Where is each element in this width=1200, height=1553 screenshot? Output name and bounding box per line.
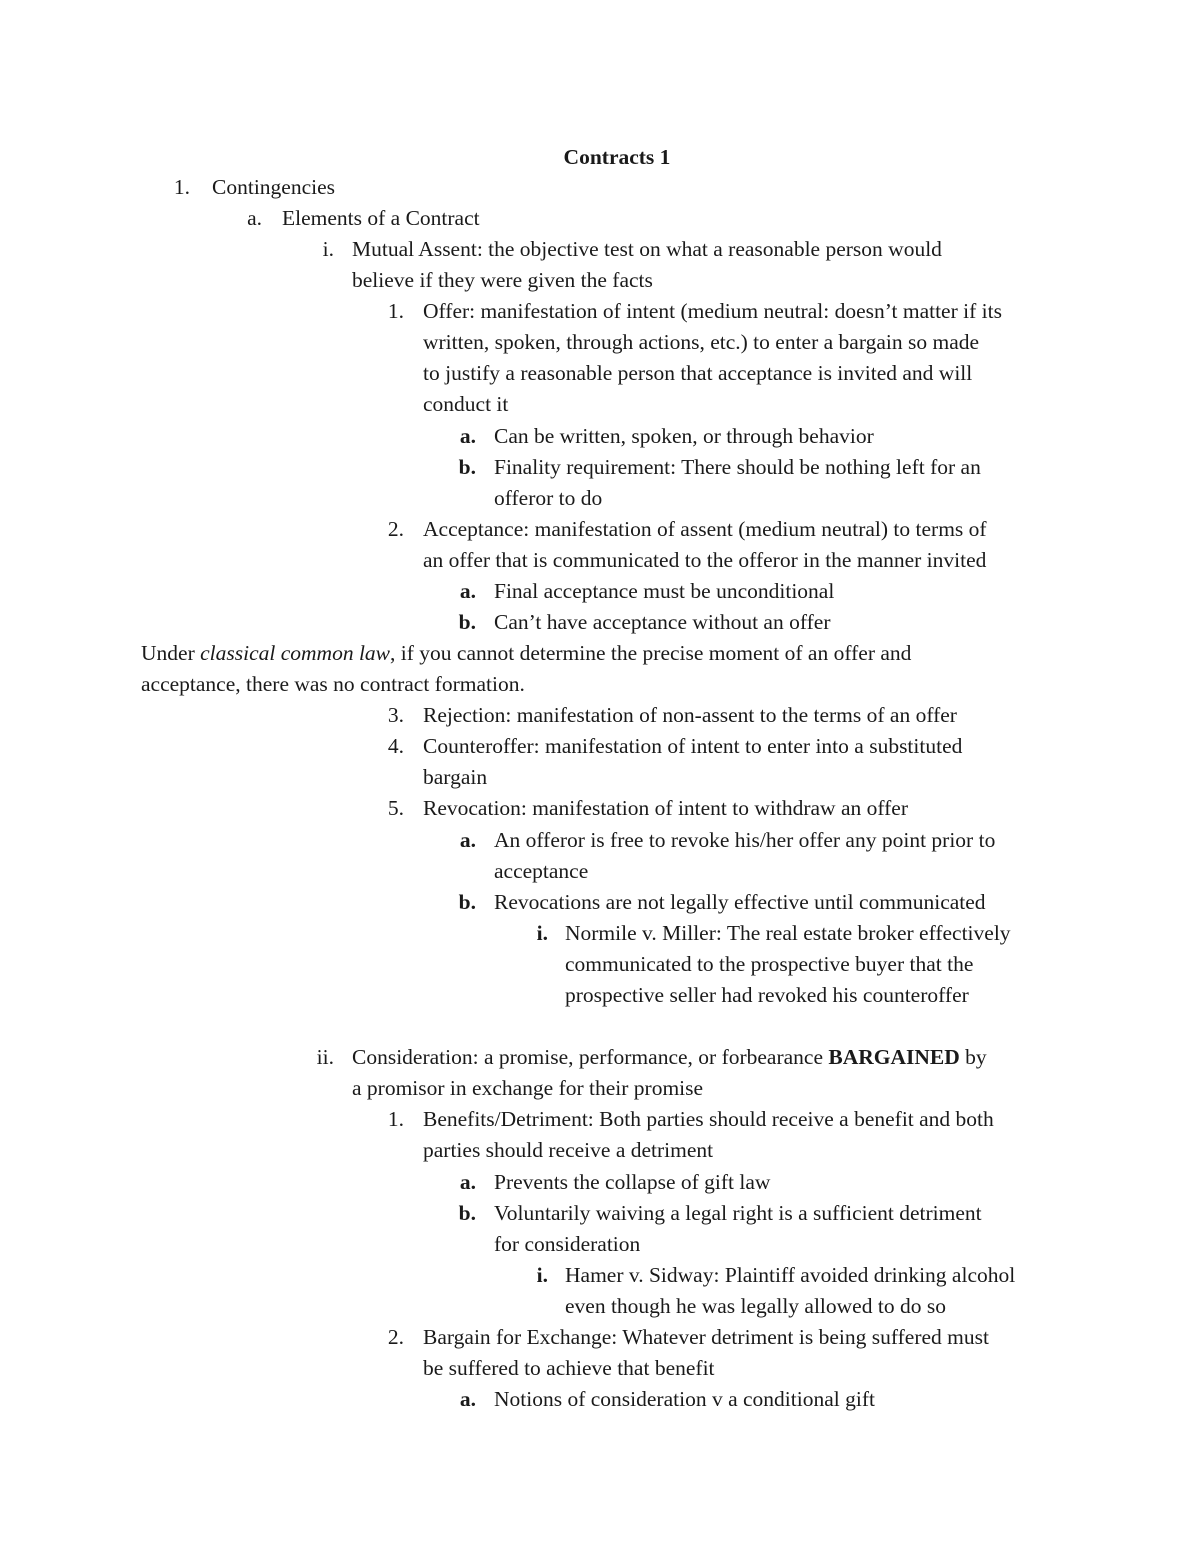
acceptance-point-b: Can’t have acceptance without an offer [494,610,831,634]
bargain-exchange-text: be suffered to achieve that benefit [423,1356,715,1380]
acceptance-text: an offer that is communicated to the offeror in the manner invited [423,548,987,572]
acceptance-point-a: Final acceptance must be unconditional [494,579,835,603]
revocation-text: Revocation: manifestation of intent to withdraw an offer [423,796,909,820]
consideration-text-part: Consideration: a promise, performance, or forbearance [352,1045,829,1069]
case-normile-v-miller: communicated to the prospective buyer that the [565,952,974,976]
offer-text: Offer: manifestation of intent (medium neutral: doesn’t matter if its [423,299,1002,323]
offer-point-a: Can be written, spoken, or through behavior [494,424,874,448]
offer-text: conduct it [423,392,509,416]
outline-label: i. [322,237,334,261]
benefits-point-b: Voluntarily waiving a legal right is a sufficient detriment [494,1201,982,1225]
outline-label: 2. [387,1325,404,1349]
case-normile-v-miller: Normile v. Miller: The real estate broker effectively [565,921,1011,945]
acceptance-text: Acceptance: manifestation of assent (medium neutral) to terms of [423,517,987,541]
outline-label: b. [458,455,476,479]
outline-label: 3. [387,703,404,727]
outline-label: 2. [387,517,404,541]
outline-label: a. [459,579,476,603]
benefits-point-b: for consideration [494,1232,641,1256]
outline-label: 1. [387,1107,404,1131]
case-hamer-v-sidway: Hamer v. Sidway: Plaintiff avoided drinking alcohol [565,1263,1016,1287]
rejection-text: Rejection: manifestation of non-assent to the terms of an offer [423,703,957,727]
case-normile-v-miller: prospective seller had revoked his counteroffer [565,983,969,1007]
offer-text: written, spoken, through actions, etc.) to enter a bargain so made [423,330,980,354]
bargain-exchange-text: Bargain for Exchange: Whatever detriment is being suffered must [423,1325,989,1349]
outline-label: 4. [387,734,404,758]
outline-label: i. [536,921,548,945]
outline-label: b. [458,610,476,634]
outline-item-contingencies: Contingencies [212,175,336,199]
revocation-point-a: An offeror is free to revoke his/her offer any point prior to [494,828,996,852]
outline-label: a. [459,1170,476,1194]
outline-label: 1. [173,175,190,199]
outline-label: a. [459,828,476,852]
outline-label: 5. [387,796,404,820]
outline-label: b. [458,890,476,914]
case-hamer-v-sidway: even though he was legally allowed to do so [565,1294,946,1318]
benefits-detriment-text: parties should receive a detriment [423,1138,714,1162]
mutual-assent-text: believe if they were given the facts [352,268,653,292]
document-title: Contracts 1 [563,145,671,169]
note-text: , if you cannot determine the precise moment of an offer and [390,641,912,665]
benefits-detriment-text: Benefits/Detriment: Both parties should receive a benefit and both [423,1107,994,1131]
revocation-point-a: acceptance [494,859,589,883]
consideration-emphasis: BARGAINED [828,1045,960,1069]
outline-item-elements: Elements of a Contract [282,206,480,230]
outline-label: a. [459,1387,476,1411]
revocation-point-b: Revocations are not legally effective until communicated [494,890,986,914]
classical-common-law-note: acceptance, there was no contract formation. [141,672,525,696]
counteroffer-text: Counteroffer: manifestation of intent to enter into a substituted [423,734,963,758]
offer-point-b: offeror to do [494,486,603,510]
classical-common-law-note [141,641,911,665]
outline-label: a. [247,206,262,230]
consideration-text [352,1045,987,1069]
outline-label: i. [536,1263,548,1287]
consideration-text-part: by [959,1045,987,1069]
offer-point-b: Finality requirement: There should be nothing left for an [494,455,981,479]
mutual-assent-text: Mutual Assent: the objective test on what a reasonable person would [352,237,942,261]
offer-text: to justify a reasonable person that acceptance is invited and will [423,361,973,385]
counteroffer-text: bargain [423,765,488,789]
outline-label: 1. [387,299,404,323]
outline-label: ii. [316,1045,334,1069]
benefits-point-a: Prevents the collapse of gift law [494,1170,771,1194]
note-text: Under [141,641,201,665]
bargain-point-a: Notions of consideration v a conditional gift [494,1387,875,1411]
note-emphasis: classical common law [200,641,391,665]
outline-label: a. [459,424,476,448]
consideration-text: a promisor in exchange for their promise [352,1076,704,1100]
outline-label: b. [458,1201,476,1225]
